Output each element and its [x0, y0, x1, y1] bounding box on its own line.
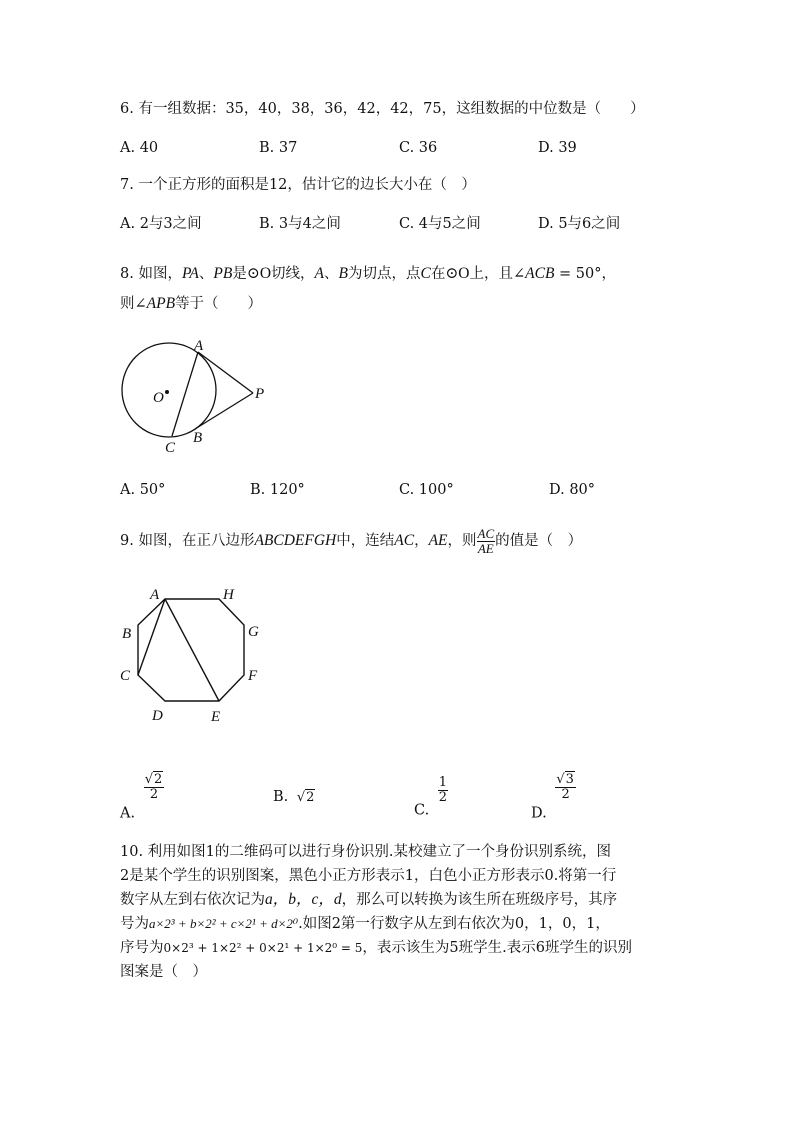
q9-stem-b: 中，连结	[336, 533, 395, 549]
q9-option-a-label: A.	[120, 805, 136, 822]
q10-line5	[120, 938, 632, 958]
q9-label-d: D	[152, 708, 163, 724]
q8-label-a: A	[194, 338, 204, 354]
q9-frac-num: AC	[477, 525, 495, 541]
q9-option-b-sqrt: √2	[296, 790, 315, 805]
q10-line3-vars: a，b，c，d	[265, 891, 342, 908]
q8-label-p: P	[255, 386, 265, 402]
q6-option-c: C. 36	[399, 140, 438, 156]
q6-option-a: A. 40	[120, 140, 159, 156]
q8-line2-a: 则∠	[120, 296, 147, 312]
q9-label-g: G	[248, 624, 259, 640]
q10-line2: 2是某个学生的识别图案，黑色小正方形表示1，白色小正方形表示0.将第一行	[120, 868, 617, 884]
q9-diagonal-ae	[165, 599, 219, 701]
q8-option-a: A. 50°	[120, 482, 166, 498]
q10-line5-a: 序号为	[120, 940, 164, 956]
q8-stem-prefix: 8. 如图，	[120, 266, 182, 282]
q9-diagonal-ac	[138, 599, 165, 675]
q9-stem-c: ，则	[447, 533, 477, 549]
q9-comma: ，	[414, 533, 429, 549]
q9-option-b	[273, 787, 315, 808]
q7-stem: 7. 一个正方形的面积是12，估计它的边长大小在（ ）	[120, 177, 476, 193]
q6-option-d: D. 39	[538, 140, 577, 156]
q10-line5-formula: 0×2³ + 1×2² + 0×2¹ + 1×2⁰ = 5	[163, 941, 363, 955]
q9-octagon-shape	[138, 599, 244, 701]
q9-option-a	[120, 773, 164, 822]
q8-circle	[122, 343, 216, 437]
q8-circle-o: ⊙O	[246, 265, 272, 282]
q8-on2: 上，且∠	[469, 266, 526, 282]
q8-is: 是	[232, 266, 247, 282]
q8-figure	[110, 330, 280, 460]
q10-line3-b: ，那么可以转换为该生所在班级序号，其序	[341, 892, 618, 908]
q8-stem-line1	[120, 264, 616, 284]
q9-option-c-frac	[438, 776, 448, 805]
q8-tangent-pb	[195, 393, 253, 429]
q10-line6: 图案是（ ）	[120, 964, 207, 980]
q8-label-b: B	[193, 430, 203, 446]
q9-option-d-den: 2	[561, 787, 570, 802]
q9-option-a-rad: 2	[154, 772, 163, 787]
q7-option-a: A. 2与3之间	[120, 216, 202, 232]
q8-center-dot	[165, 390, 169, 394]
q9-stem-d: 的值是（ ）	[495, 533, 583, 549]
q9-option-c	[414, 776, 448, 819]
q9-label-f: F	[248, 668, 258, 684]
q10-line3	[120, 890, 617, 910]
q9-label-b: B	[122, 626, 132, 642]
q9-option-c-label: C.	[414, 802, 430, 819]
q8-on: 在	[430, 266, 446, 282]
q9-frac-den: AE	[477, 540, 494, 556]
q9-label-a: A	[150, 587, 160, 603]
q8-a: A	[314, 265, 324, 282]
q9-option-b-label: B.	[273, 789, 289, 805]
q8-sep2: 、	[324, 266, 339, 282]
q9-option-b-rad: 2	[306, 790, 315, 805]
q9-octagon: ABCDEFGH	[254, 532, 337, 549]
q8-stem-line2	[120, 294, 262, 314]
q10-line4-a: 号为	[120, 916, 149, 932]
q9-option-d-rad: 3	[565, 772, 574, 787]
q8-circle-o2: ⊙O	[445, 265, 470, 282]
q9-figure	[112, 580, 272, 725]
q8-apb: APB	[146, 295, 176, 312]
q8-option-b: B. 120°	[250, 482, 305, 498]
q9-option-d	[531, 773, 576, 822]
q6-stem: 6. 有一组数据：35，40，38，36，42，42，75，这组数据的中位数是（ ）	[120, 101, 645, 117]
q9-option-d-frac: $\frac{√3}{2}$	[556, 772, 574, 802]
q8-option-c: C. 100°	[399, 482, 454, 498]
q8-chord-ac	[172, 352, 198, 436]
q8-option-d: D. 80°	[549, 482, 596, 498]
q9-ac: AC	[394, 532, 415, 549]
q9-option-a-den: 2	[149, 787, 159, 802]
q8-b: B	[338, 265, 348, 282]
q9-option-c-den: 2	[438, 790, 448, 805]
q9-ae: AE	[428, 532, 448, 549]
q8-pb: PB	[213, 265, 233, 282]
q6-option-b: B. 37	[259, 140, 298, 156]
q9-stem-a: 9. 如图，在正八边形	[120, 533, 255, 549]
q10-line3-a: 数字从左到右依次记为	[120, 892, 265, 908]
q10-line4-formula: a×2³ + b×2² + c×2¹ + d×2⁰	[149, 916, 299, 931]
q8-eq50: = 50°，	[554, 266, 617, 282]
q8-c: C	[420, 265, 431, 282]
q8-pa: PA	[181, 265, 199, 282]
q9-label-c: C	[120, 668, 131, 684]
q7-option-d: D. 5与6之间	[538, 216, 621, 232]
q9-stem	[120, 524, 582, 558]
q9-label-e: E	[211, 709, 221, 725]
q10-line5-b: ，表示该生为5班学生.表示6班学生的识别	[362, 940, 632, 956]
q10-line1: 10. 利用如图1的二维码可以进行身份识别.某校建立了一个身份识别系统，图	[120, 844, 612, 860]
q8-tangent: 切线，	[271, 266, 315, 282]
q8-label-c: C	[165, 440, 176, 456]
q9-fraction	[477, 527, 496, 556]
q8-line2-b: 等于（ ）	[175, 296, 263, 312]
q8-tangent-points: 为切点，点	[347, 266, 421, 282]
q7-option-c: C. 4与5之间	[399, 216, 481, 232]
q9-option-a-frac: $\frac{√2}{2}$	[144, 772, 163, 802]
q9-option-c-num: 1	[438, 775, 448, 790]
q9-label-h: H	[223, 587, 234, 603]
q8-label-o: O	[153, 390, 164, 406]
q10-line4	[120, 914, 610, 934]
q8-acb: ACB	[525, 265, 555, 282]
q8-sep1: 、	[198, 266, 214, 282]
q7-option-b: B. 3与4之间	[259, 216, 341, 232]
q8-tangent-pa	[198, 352, 253, 393]
q9-option-d-label: D.	[531, 805, 547, 822]
q10-line4-b: .如图2第一行数字从左到右依次为0，1，0，1，	[298, 916, 610, 932]
